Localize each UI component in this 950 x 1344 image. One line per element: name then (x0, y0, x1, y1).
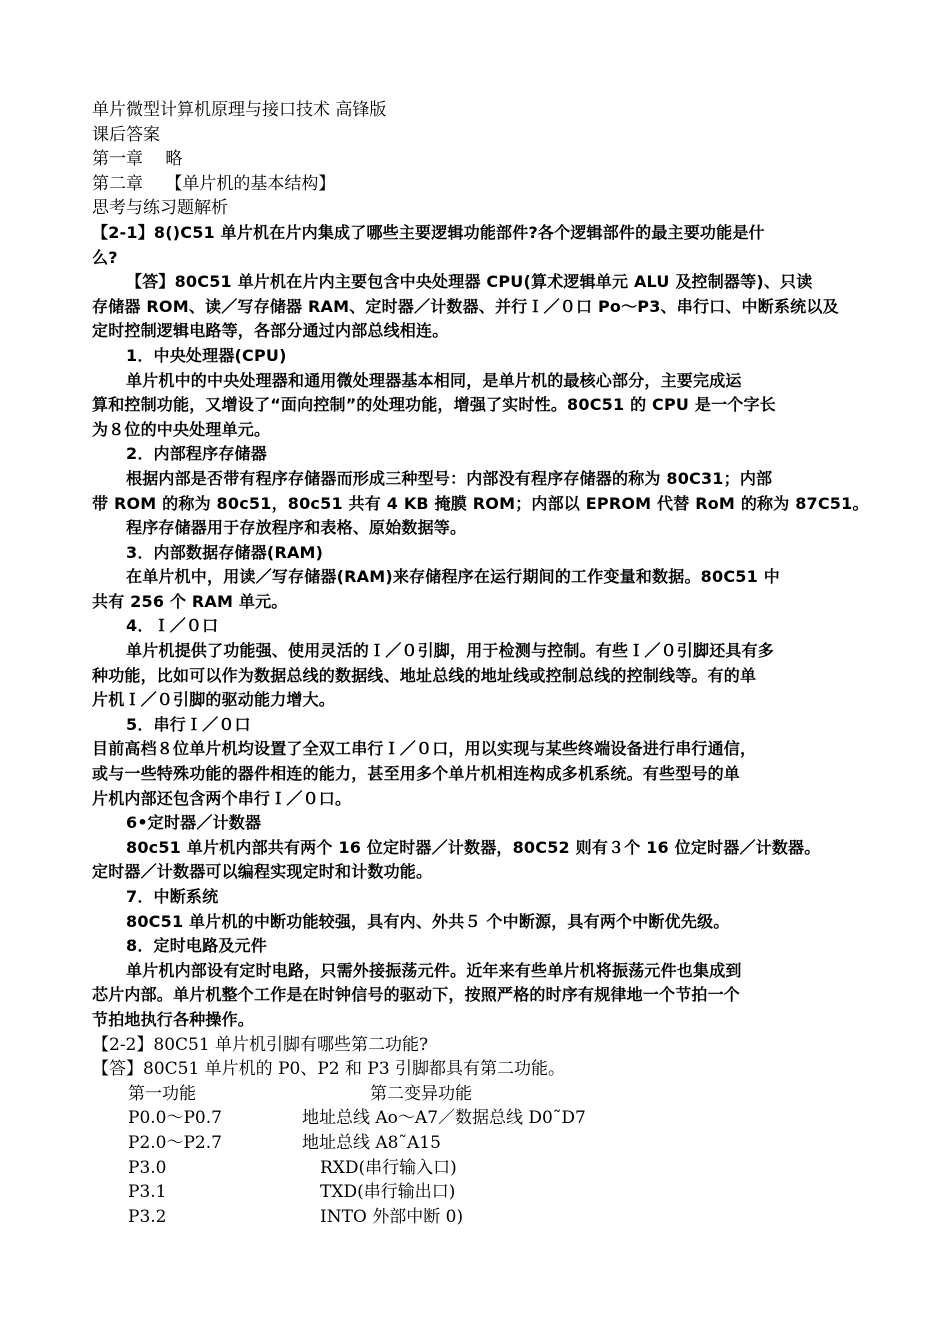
item-7-heading: 7．中断系统 (126, 887, 219, 906)
item-3-line: 在单片机中，用读／写存储器(RAM)来存储程序在运行期间的工作变量和数据。80C51 中 (126, 567, 780, 587)
table-row (92, 1131, 872, 1156)
item-3-heading: 3．内部数据存储器(RAM) (126, 542, 324, 562)
table-row (92, 1180, 872, 1205)
table-cell: 地址总线 A8˜A15 (302, 1132, 441, 1153)
question-2-1-line-2: 么? (92, 247, 118, 267)
item-4-heading: 4．Ｉ／０口 (126, 616, 219, 636)
table-cell: P2.0～P2.7 (128, 1132, 222, 1153)
item-4-line: 单片机提供了功能强、使用灵活的Ｉ／０引脚，用于检测与控制。有些Ｉ／０引脚还具有多 (126, 641, 775, 661)
item-8-heading: 8．定时电路及元件 (126, 936, 267, 956)
item-2-line: 带 ROM 的称为 80c51，80c51 共有 4 KB 掩膜 ROM；内部以 EPROM 代替 RoM 的称为 87C51。 (92, 493, 869, 513)
table-header-cell: 第二变异功能 (370, 1083, 472, 1104)
table-header-cell: 第一功能 (128, 1083, 196, 1104)
item-5-line: 片机内部还包含两个串行Ｉ／０口。 (92, 788, 352, 808)
item-5-line: 目前高档８位单片机均设置了全双工串行Ｉ／０口，用以实现与某些终端设备进行串行通信， (92, 739, 757, 759)
table-row (92, 1106, 872, 1131)
item-1-line: 单片机中的中央处理器和通用微处理器基本相同，是单片机的最核心部分，主要完成运 (126, 370, 742, 390)
item-1-heading: 1．中央处理器(CPU) (126, 345, 287, 365)
answer-2-1-line-3: 定时控制逻辑电路等，各部分通过内部总线相连。 (92, 321, 449, 341)
table-cell: INTO 外部中断 0) (320, 1206, 464, 1227)
table-cell: TXD(串行输出口) (320, 1182, 456, 1203)
item-2-line: 根据内部是否带有程序存储器而形成三种型号：内部没有程序存储器的称为 80C31；内部 (126, 468, 773, 488)
table-cell: P3.1 (128, 1182, 167, 1203)
item-5-heading: 5．串行Ｉ／０口 (126, 714, 251, 734)
item-3-line: 共有 256 个 RAM 单元。 (92, 591, 288, 611)
chapter-1-heading: 第一章 略 (92, 149, 183, 170)
item-6-line: 定时器／计数器可以编程实现定时和计数功能。 (92, 862, 433, 882)
function-table-header (92, 1082, 872, 1107)
item-5-line: 或与一些特殊功能的器件相连的能力，甚至用多个单片机相连构成多机系统。有些型号的单 (92, 764, 741, 784)
answer-2-1-line-1: 【答】80C51 单片机在片内主要包含中央处理器 CPU(算术逻辑单元 ALU 及控制器等)、只读 (126, 272, 813, 292)
question-2-1-line-1: 【2-1】8()C51 单片机在片内集成了哪些主要逻辑功能部件?各个逻辑部件的最主要功能是什 (92, 222, 765, 242)
doc-subtitle: 课后答案 (92, 124, 160, 145)
answer-2-1-line-2: 存储器 ROM、读／写存储器 RAM、定时器／计数器、并行Ｉ／０口 Po～P3、串行口、中断系统以及 (92, 296, 839, 316)
item-6-heading: 6•定时器／计数器 (126, 813, 262, 833)
doc-title: 单片微型计算机原理与接口技术 高锋版 (92, 100, 387, 120)
table-cell: RXD(串行输入口) (320, 1157, 457, 1178)
table-cell: P3.2 (128, 1206, 167, 1227)
table-row (92, 1156, 872, 1181)
item-8-line: 芯片内部。单片机整个工作是在时钟信号的驱动下，按照严格的时序有规律地一个节拍一个 (92, 985, 741, 1005)
item-1-line: 为８位的中央处理单元。 (92, 419, 271, 439)
item-7-line: 80C51 单片机的中断功能较强，具有内、外共５ 个中断源，具有两个中断优先级。 (126, 911, 730, 931)
answer-2-2: 【答】80C51 单片机的 P0、P2 和 P3 引脚都具有第二功能。 (92, 1059, 566, 1080)
table-cell: P0.0～P0.7 (128, 1108, 222, 1129)
table-row (92, 1205, 872, 1230)
item-2-line: 程序存储器用于存放程序和表格、原始数据等。 (126, 518, 467, 538)
item-6-line: 80c51 单片机内部共有两个 16 位定时器／计数器，80C52 则有３个 16 位定时器／计数器。 (126, 837, 821, 857)
section-heading: 思考与练习题解析 (92, 198, 228, 219)
document-page (92, 98, 872, 1229)
chapter-2-heading: 第二章 【单片机的基本结构】 (92, 173, 336, 194)
item-8-line: 单片机内部设有定时电路，只需外接振荡元件。近年来有些单片机将振荡元件也集成到 (126, 960, 742, 980)
table-cell: P3.0 (128, 1157, 167, 1178)
item-8-line: 节拍地执行各种操作。 (92, 1009, 255, 1029)
question-2-2: 【2-2】80C51 单片机引脚有哪些第二功能? (92, 1034, 429, 1055)
table-cell: 地址总线 Ao～A7／数据总线 D0˜D7 (302, 1108, 586, 1129)
item-4-line: 片机Ｉ／０引脚的驱动能力增大。 (92, 690, 336, 710)
item-4-line: 种功能，比如可以作为数据总线的数据线、地址总线的地址线或控制总线的控制线等。有的单 (92, 665, 757, 685)
item-2-heading: 2．内部程序存储器 (126, 444, 267, 464)
item-1-line: 算和控制功能，又增设了“面向控制”的处理功能，增强了实时性。80C51 的 CPU 是一个字长 (92, 395, 776, 415)
